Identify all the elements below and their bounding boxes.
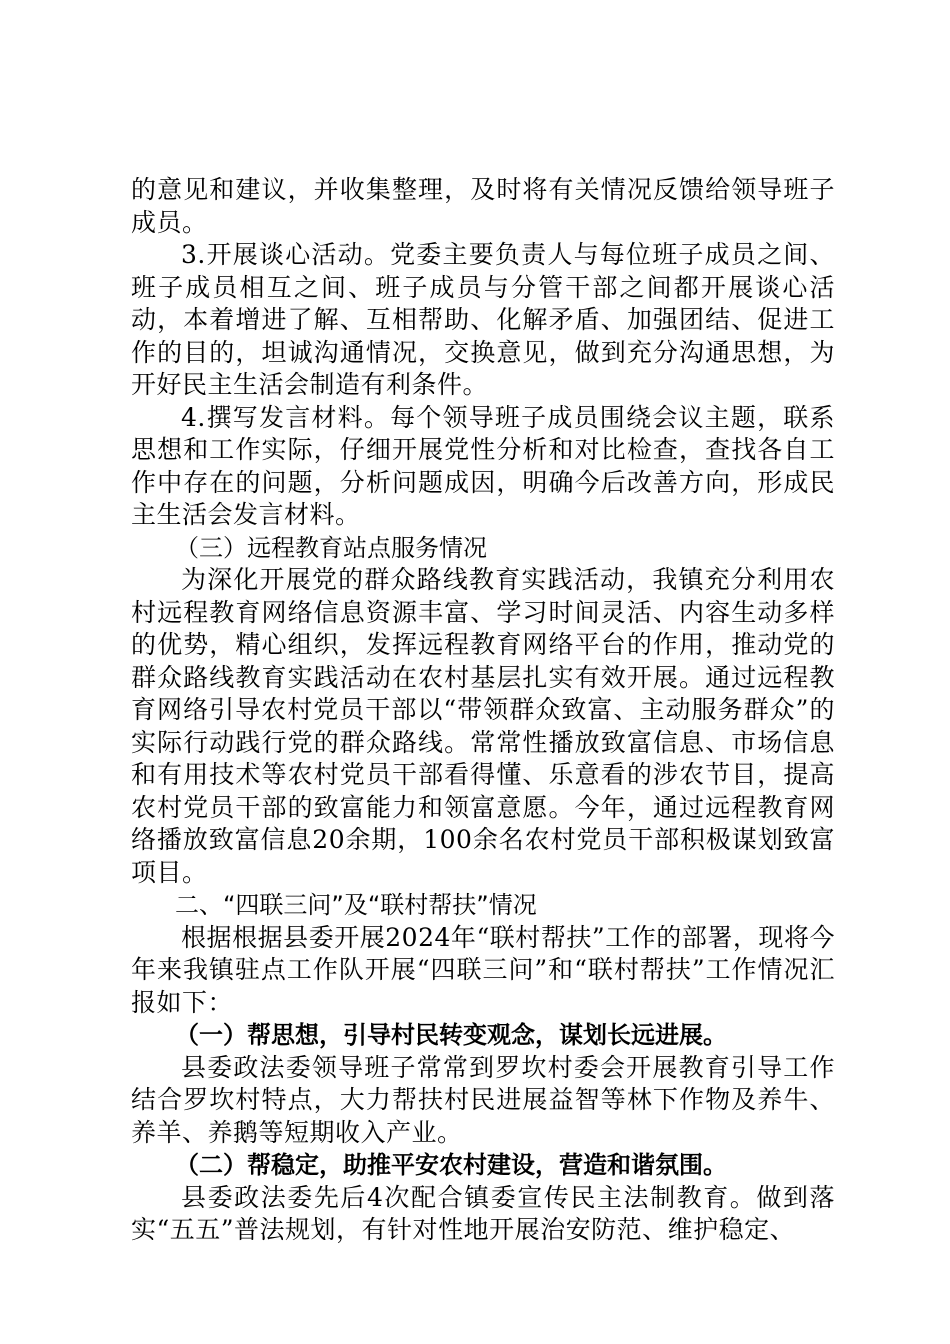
paragraph-remote-education: 为深化开展党的群众路线教育实践活动，我镇充分利用农村远程教育网络信息资源丰富、学习时间灵活、内容生动多样的优势，精心组织，发挥远程教育网络平台的作用，推动党的群众路线教育实践活动在农村基层扎实有效开展。通过远程教育网络引导农村党员干部以“带领群众致富、主动服务群众”的实际行动践行党的群众路线。常常性播放致富信息、市场信息和有用技术等农村党员干部看得懂、乐意看的涉农节目，提高农村党员干部的致富能力和领富意愿。今年，通过远程教育网络播放致富信息20余期，100余名农村党员干部积极谋划致富项目。: [131, 565, 835, 887]
paragraph-heart-to-heart-talks: 3.开展谈心活动。党委主要负责人与每位班子成员之间、班子成员相互之间、班子成员与分管干部之间都开展谈心活动，本着增进了解、互相帮助、化解矛盾、加强团结、促进工作的目的，坦诚沟通情况，交换意见，做到充分沟通思想，为开好民主生活会制造有利条件。: [131, 240, 835, 399]
paragraph-opinions-continuation: 的意见和建议，并收集整理，及时将有关情况反馈给领导班子成员。: [131, 175, 835, 237]
heading-help-stability: （二）帮稳定，助推平安农村建设，营造和谐氛围。: [175, 1151, 727, 1179]
paragraph-speech-materials: 4.撰写发言材料。每个领导班子成员围绕会议主题，联系思想和工作实际，仔细开展党性分析和对比检查，查找各自工作中存在的问题，分析问题成因，明确今后改善方向，形成民主生活会发言材料。: [131, 402, 835, 529]
document-body: [131, 174, 835, 1247]
paragraph-help-stability: 县委政法委先后4次配合镇委宣传民主法制教育。做到落实“五五”普法规划，有针对性地开展治安防范、维护稳定、: [131, 1182, 835, 1244]
paragraph-work-report-intro: 根据根据县委开展2024年“联村帮扶”工作的部署，现将今年来我镇驻点工作队开展“四联三问”和“联村帮扶”工作情况汇报如下：: [131, 922, 835, 1017]
heading-four-links-three-asks: 二、“四联三问”及“联村帮扶”情况: [175, 891, 537, 919]
paragraph-help-thinking: 县委政法委领导班子常常到罗坎村委会开展教育引导工作结合罗坎村特点，大力帮扶村民进展益智等林下作物及养牛、养羊、养鹅等短期收入产业。: [131, 1052, 835, 1147]
heading-remote-education: （三）远程教育站点服务情况: [175, 533, 487, 562]
heading-help-thinking: （一）帮思想，引导村民转变观念，谋划长远进展。: [175, 1021, 727, 1049]
